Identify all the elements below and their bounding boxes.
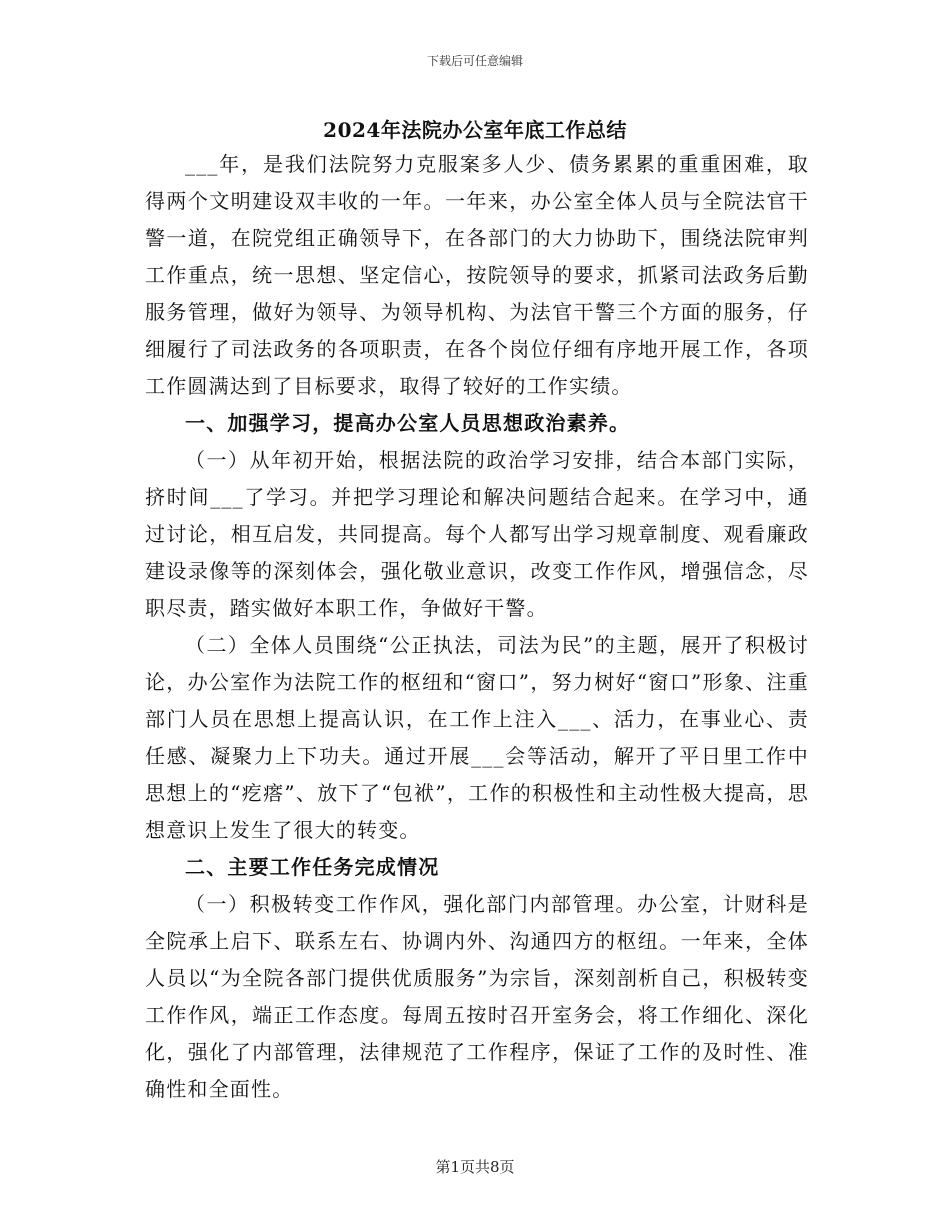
page-number-footer: 第1页共8页 [435, 1158, 515, 1176]
intro-paragraph: ___年，是我们法院努力克服案多人少、债务累累的重重困难，取得两个文明建设双丰收的一年。一年来，办公室全体人员与全院法官干警一道，在院党组正确领导下，在各部门的大力协助下，围绕法院审判工作重点，统一思想、坚定信心，按院领导的要求，抓紧司法政务后勤服务管理，做好为领导、为领导机构、为法官干警三个方面的服务，仔细履行了司法政务的各项职责，在各个岗位仔细有序地开展工作，各项工作圆满达到了目标要求，取得了较好的工作实绩。 [145, 152, 809, 398]
document-title: 2024年法院办公室年底工作总结 [323, 118, 627, 142]
section-1-paragraph-1: （一）从年初开始，根据法院的政治学习安排，结合本部门实际，挤时间___了学习。并把学习理论和解决问题结合起来。在学习中，通过讨论，相互启发，共同提高。每个人都写出学习规章制度、观看廉政建设录像等的深刻体会，强化敬业意识，改变工作作风，增强信念，尽职尽责，踏实做好本职工作，争做好干警。 [145, 448, 809, 620]
page-header-note: 下载后可任意编辑 [426, 54, 523, 68]
section-2-heading: 二、主要工作任务完成情况 [185, 855, 440, 879]
document-body [145, 146, 809, 1108]
section-1-paragraph-2: （二）全体人员围绕“公正执法，司法为民”的主题，展开了积极讨论，办公室作为法院工作的枢纽和“窗口”，努力树好“窗口”形象、注重部门人员在思想上提高认识，在工作上注入___、活力，在事业心、责任感、凝聚力上下功夫。通过开展___会等活动，解开了平日里工作中思想上的“疙瘩”、放下了“包袱”，工作的积极性和主动性极大提高，思想意识上发生了很大的转变。 [145, 633, 809, 842]
section-2-paragraph-1: （一）积极转变工作作风，强化部门内部管理。办公室，计财科是全院承上启下、联系左右、协调内外、沟通四方的枢纽。一年来，全体人员以“为全院各部门提供优质服务”为宗旨，深刻剖析自己，积极转变工作作风，端正工作态度。每周五按时召开室务会，将工作细化、深化化，强化了内部管理，法律规范了工作程序，保证了工作的及时性、准确性和全面性。 [145, 892, 809, 1101]
section-1-heading: 一、加强学习，提高办公室人员思想政治素养。 [185, 411, 631, 435]
